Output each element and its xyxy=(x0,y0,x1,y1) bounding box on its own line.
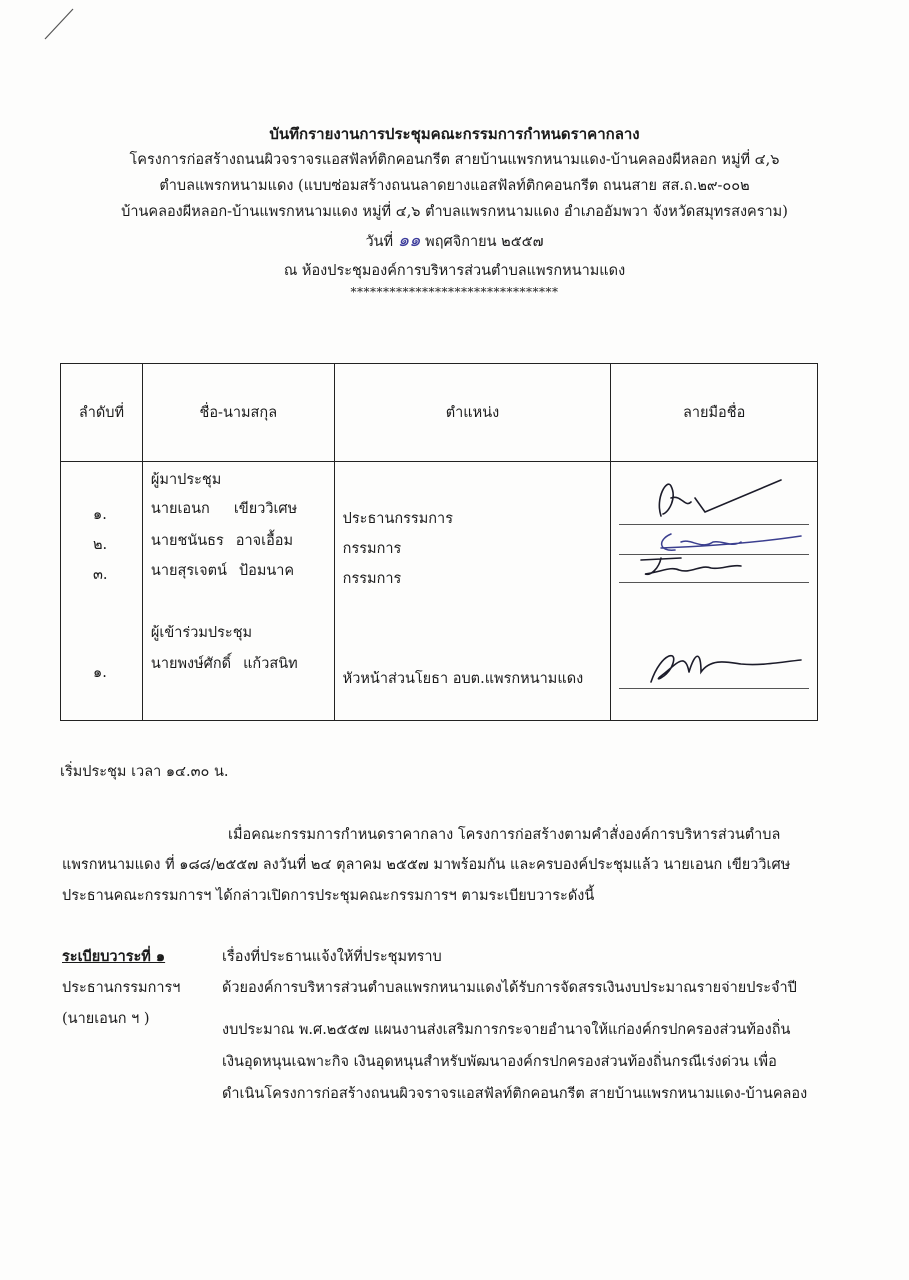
col-header-order: ลำดับที่ xyxy=(61,364,143,462)
intro-line-3: ประธานคณะกรรมการฯ ได้กล่าวเปิดการประชุมคณะกรรมการฯ ตามระเบียบวาระดังนี้ xyxy=(62,888,595,904)
attendee-name: นายพงษ์ศักดิ์ แก้วสนิท xyxy=(150,656,298,672)
group-label-present: ผู้มาประชุม xyxy=(150,472,222,488)
agenda-line: ด้วยองค์การบริหารส่วนตำบลแพรกหนามแดงได้รับการจัดสรรเงินงบประมาณรายจ่ายประจำปี xyxy=(222,980,797,996)
col-header-name: ชื่อ-นามสกุล xyxy=(142,364,334,462)
agenda-speaker: ประธานกรรมการฯ xyxy=(62,980,181,996)
attendee-name: นายสุรเจตน์ ป้อมนาค xyxy=(150,563,295,579)
document-title: บันทึกรายงานการประชุมคณะกรรมการกำหนดราคากลาง xyxy=(269,125,640,143)
agenda-line: งบประมาณ พ.ศ.๒๕๕๗ แผนงานส่งเสริมการกระจายอำนาจให้แก่องค์กรปกครองส่วนท้องถิ่น xyxy=(222,1022,791,1038)
signature-1 xyxy=(631,468,811,524)
agenda-topic: เรื่องที่ประธานแจ้งให้ที่ประชุมทราบ xyxy=(222,949,442,965)
name-cell xyxy=(142,462,334,721)
handwritten-day: ๑๑ xyxy=(397,230,421,251)
col-header-position: ตำแหน่ง xyxy=(334,364,611,462)
project-line-3: บ้านคลองผีหลอก-บ้านแพรกหนามแดง หมู่ที่ ๔,๖ ตำบลแพรกหนามแดง อำเภออัมพวา จังหวัดสมุทรสงคราม) xyxy=(121,204,788,220)
intro-line-1: เมื่อคณะกรรมการกำหนดราคากลาง โครงการก่อสร้างตามคำสั่งองค์การบริหารส่วนตำบล xyxy=(228,827,781,843)
agenda-heading: ระเบียบวาระที่ ๑ xyxy=(62,948,166,965)
table-header-row xyxy=(61,364,818,462)
separator-stars: ******************************** xyxy=(350,285,559,299)
meeting-date: วันที่ ๑๑ พฤศจิกายน ๒๕๕๗ xyxy=(365,230,544,251)
col-header-signature: ลายมือชื่อ xyxy=(611,364,818,462)
order-cell: ๑. ๒. ๓. ๑. xyxy=(61,462,143,721)
attendance-table xyxy=(60,363,818,721)
intro-line-2: แพรกหนามแดง ที่ ๑๘๘/๒๕๕๗ ลงวันที่ ๒๔ ตุลาคม ๒๕๕๗ มาพร้อมกัน และครบองค์ประชุมแล้ว นายเอนก เขียววิเศษ xyxy=(62,857,791,873)
start-time: เริ่มประชุม เวลา ๑๔.๓๐ น. xyxy=(60,764,229,780)
meeting-venue: ณ ห้องประชุมองค์การบริหารส่วนตำบลแพรกหนามแดง xyxy=(283,263,626,279)
project-line-1: โครงการก่อสร้างถนนผิวจราจรแอสฟัลท์ติกคอนกรีต สายบ้านแพรกหนามแดง-บ้านคลองผีหลอก หมู่ที่ ๔,๖ xyxy=(129,152,780,168)
signature-4 xyxy=(631,642,811,690)
attendee-name: นายเอนก เขียววิเศษ xyxy=(150,501,298,517)
group-label-participants: ผู้เข้าร่วมประชุม xyxy=(150,625,253,641)
pen-mark xyxy=(40,5,80,45)
project-line-2: ตำบลแพรกหนามแดง (แบบซ่อมสร้างถนนลาดยางแอสฟัลท์ติกคอนกรีต ถนนสาย สส.ถ.๒๙-๐๐๒ xyxy=(159,178,750,194)
position-cell: ประธานกรรมการ กรรมการ กรรมการ หัวหน้าส่วนโยธา อบต.แพรกหนามแดง xyxy=(334,462,611,721)
attendee-name: นายชนันธร อาจเอื้อม xyxy=(150,533,294,549)
signature-line xyxy=(619,524,809,525)
signature-cell xyxy=(611,462,818,721)
signature-line xyxy=(619,582,809,583)
signature-3 xyxy=(631,554,811,582)
agenda-line: ดำเนินโครงการก่อสร้างถนนผิวจราจรแอสฟัลท์ติกคอนกรีต สายบ้านแพรกหนามแดง-บ้านคลอง xyxy=(222,1086,808,1102)
agenda-line: เงินอุดหนุนเฉพาะกิจ เงินอุดหนุนสำหรับพัฒนาองค์กรปกครองส่วนท้องถิ่นกรณีเร่งด่วน เพื่อ xyxy=(222,1054,777,1070)
signature-line xyxy=(619,688,809,689)
table-body-row xyxy=(61,462,818,721)
agenda-speaker-name: (นายเอนก ฯ ) xyxy=(62,1011,150,1027)
